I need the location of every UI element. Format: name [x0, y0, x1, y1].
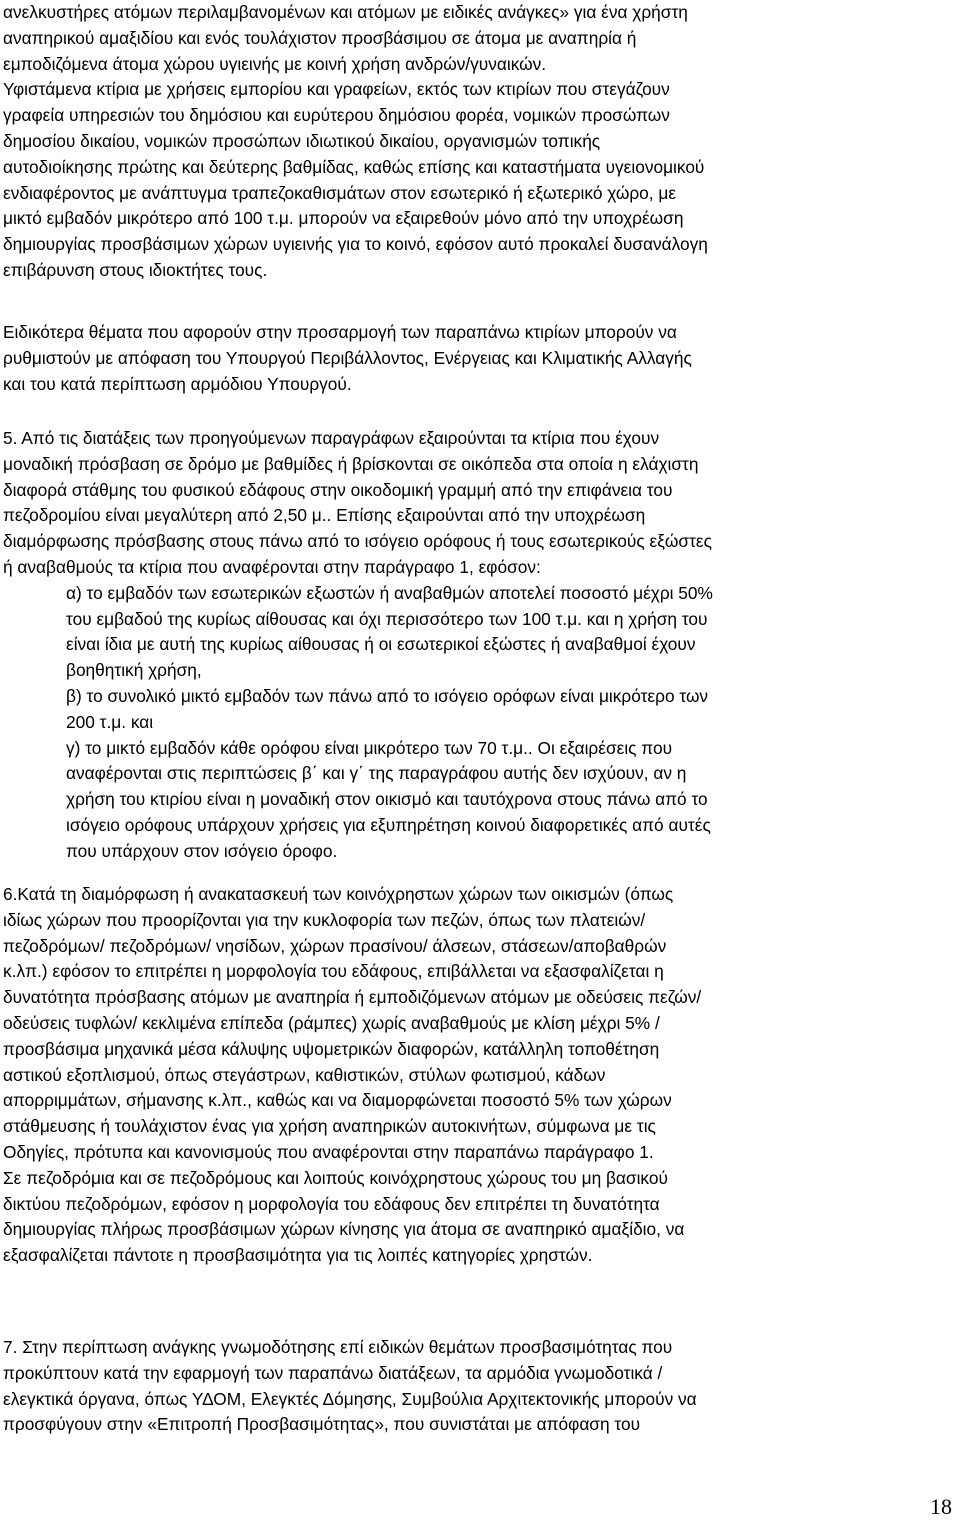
- text-line: γραφεία υπηρεσιών του δημόσιου και ευρύτερου δημόσιου φορέα, νομικών προσώπων: [3, 105, 670, 126]
- text-line: εξασφαλίζεται πάντοτε η προσβασιμότητα για τις λοιπές κατηγορίες χρηστών.: [3, 1245, 593, 1266]
- page-number: 18: [930, 1494, 952, 1519]
- text-line: ιδίως χώρων που προορίζονται για την κυκλοφορία των πεζών, όπως των πλατειών/: [3, 909, 646, 930]
- text-line: και του κατά περίπτωση αρμόδιου Υπουργού.: [3, 373, 352, 394]
- list-item-line: β) το συνολικό μικτό εμβαδόν των πάνω από το ισόγειο ορόφων είναι μικρότερο των: [66, 686, 709, 706]
- text-line: προσβάσιμα μηχανικά μέσα κάλυψης υψομετρικών διαφορών, κατάλληλη τοποθέτηση: [3, 1038, 660, 1059]
- text-line: οδεύσεις τυφλών/ κεκλιμένα επίπεδα (ράμπες) χωρίς αναβαθμούς με κλίση μέχρι 5% /: [3, 1013, 660, 1033]
- text-line: αυτοδιοίκησης πρώτης και δεύτερης βαθμίδας, καθώς επίσης και καταστήματα υγειονομικού: [3, 156, 705, 177]
- text-line: πεζοδρομίου είναι μεγαλύτερη από 2,50 μ.. Επίσης εξαιρούνται από την υποχρέωση: [3, 505, 646, 526]
- text-line: ανελκυστήρες ατόμων περιλαμβανομένων και ατόμων με ειδικές ανάγκες» για ένα χρήστη: [3, 2, 688, 22]
- list-item-line: ισόγειο ορόφους υπάρχουν χρήσεις για εξυπηρέτηση κοινού διαφορετικές από αυτές: [66, 815, 711, 835]
- list-item-line: 200 τ.μ. και: [66, 711, 154, 732]
- text-line: 7. Στην περίπτωση ανάγκης γνωμοδότησης επί ειδικών θεμάτων προσβασιμότητας που: [3, 1337, 673, 1357]
- list-item-line: βοηθητική χρήση,: [66, 660, 202, 681]
- text-line: στάθμευσης ή τουλάχιστον ένας για χρήση αναπηρικών αυτοκινήτων, σύμφωνα με τις: [3, 1116, 656, 1137]
- text-line: Υφιστάμενα κτίρια με χρήσεις εμπορίου και γραφείων, εκτός των κτιρίων που στεγάζουν: [3, 79, 670, 100]
- text-line: αναπηρικού αμαξιδίου και ενός τουλάχιστον προσβάσιμου σε άτομα με αναπηρία ή: [3, 27, 637, 48]
- text-line: δημιουργίας προσβάσιμων χώρων υγιεινής για το κοινό, εφόσον αυτό προκαλεί δυσανάλογη: [3, 234, 708, 255]
- list-item-line: του εμβαδού της κυρίως αίθουσας και όχι περισσότερο των 100 τ.μ. και η χρήση του: [66, 608, 708, 629]
- text-line: 6.Κατά τη διαμόρφωση ή ανακατασκευή των κοινόχρηστων χώρων των οικισμών (όπως: [3, 884, 674, 904]
- text-line: 5. Από τις διατάξεις των προηγούμενων παραγράφων εξαιρούνται τα κτίρια που έχουν: [3, 428, 660, 448]
- text-line: προσφύγουν στην «Επιτροπή Προσβασιμότητας», που συνιστάται με απόφαση του: [3, 1414, 641, 1435]
- list-item-line: γ) το μικτό εμβαδόν κάθε ορόφου είναι μικρότερο των 70 τ.μ.. Οι εξαιρέσεις που: [66, 737, 673, 758]
- list-item-line: που υπάρχουν στον ισόγειο όροφο.: [66, 840, 338, 861]
- text-line: επιβάρυνση στους ιδιοκτήτες τους.: [3, 260, 268, 280]
- text-line: δημιουργίας πλήρως προσβάσιμων χώρων κίνησης για άτομα σε αναπηρικό αμαξίδιο, να: [3, 1219, 685, 1240]
- text-line: ή αναβαθμούς τα κτίρια που αναφέρονται στην παράγραφο 1, εφόσον:: [3, 557, 541, 577]
- text-line: Οδηγίες, πρότυπα και κανονισμούς που αναφέρονται στην παραπάνω παράγραφο 1.: [3, 1142, 654, 1162]
- text-line: διαμόρφωσης πρόσβασης στους πάνω από το ισόγειο ορόφους ή τους εσωτερικούς εξώστες: [3, 531, 712, 552]
- text-line: μοναδική πρόσβαση σε δρόμο με βαθμίδες ή βρίσκονται σε οικόπεδα στα οποία η ελάχιστη: [3, 453, 699, 474]
- text-line: Σε πεζοδρόμια και σε πεζοδρόμους και λοιπούς κοινόχρηστους χώρους του μη βασικού: [3, 1167, 668, 1188]
- text-line: ρυθμιστούν με απόφαση του Υπουργού Περιβάλλοντος, Ενέργειας και Κλιματικής Αλλαγής: [3, 347, 692, 368]
- text-line: ενδιαφέροντος με ανάπτυγμα τραπεζοκαθισμάτων στον εσωτερικό ή εξωτερικό χώρο, με: [3, 182, 677, 203]
- text-line: δημοσίου δικαίου, νομικών προσώπων ιδιωτικού δικαίου, οργανισμών τοπικής: [3, 131, 601, 151]
- list-item-line: αναφέρονται στις περιπτώσεις β΄ και γ΄ της παραγράφου αυτής δεν ισχύουν, αν η: [66, 763, 687, 784]
- text-line: Ειδικότερα θέματα που αφορούν στην προσαρμογή των παραπάνω κτιρίων μπορούν να: [3, 322, 677, 342]
- text-line: κ.λπ.) εφόσον το επιτρέπει η μορφολογία του εδάφους, επιβάλλεται να εξασφαλίζεται η: [3, 961, 664, 982]
- list-item-line: α) το εμβαδόν των εσωτερικών εξωστών ή αναβαθμών αποτελεί ποσοστό μέχρι 50%: [66, 582, 713, 603]
- text-line: μικτό εμβαδόν μικρότερο από 100 τ.μ. μπορούν να εξαιρεθούν μόνο από την υποχρέωση: [3, 208, 684, 229]
- text-line: δικτύου πεζοδρόμων, εφόσον η μορφολογία του εδάφους δεν επιτρέπει τη δυνατότητα: [3, 1193, 660, 1214]
- text-line: απορριμμάτων, σήμανσης κ.λπ., καθώς και να διαμορφώνεται ποσοστό 5% των χώρων: [3, 1090, 672, 1111]
- text-line: πεζοδρόμων/ πεζοδρόμων/ νησίδων, χώρων πρασίνου/ άλσεων, στάσεων/αποβαθρών: [3, 935, 667, 956]
- list-item-line: είναι ίδια με αυτή της κυρίως αίθουσας ή οι εσωτερικοί εξώστες ή αναβαθμοί έχουν: [66, 634, 696, 655]
- text-line: δυνατότητα πρόσβασης ατόμων με αναπηρία ή εμποδιζόμενων ατόμων με οδεύσεις πεζών/: [3, 987, 702, 1008]
- text-line: αστικού εξοπλισμού, όπως στεγάστρων, καθιστικών, στύλων φωτισμού, κάδων: [3, 1064, 606, 1085]
- text-line: διαφορά στάθμης του φυσικού εδάφους στην οικοδομική γραμμή από την επιφάνεια του: [3, 479, 673, 500]
- text-line: προκύπτουν κατά την εφαρμογή των παραπάνω διατάξεων, τα αρμόδια γνωμοδοτικά /: [3, 1362, 663, 1383]
- text-line: ελεγκτικά όργανα, όπως ΥΔΟΜ, Ελεγκτές Δόμησης, Συμβούλια Αρχιτεκτονικής μπορούν να: [3, 1388, 697, 1409]
- text-line: εμποδιζόμενα άτομα χώρου υγιεινής με κοινή χρήση ανδρών/γυναικών.: [3, 53, 547, 74]
- list-item-line: χρήση του κτιρίου είναι η μοναδική στον οικισμό και ταυτόχρονα στους πάνω από το: [66, 789, 708, 810]
